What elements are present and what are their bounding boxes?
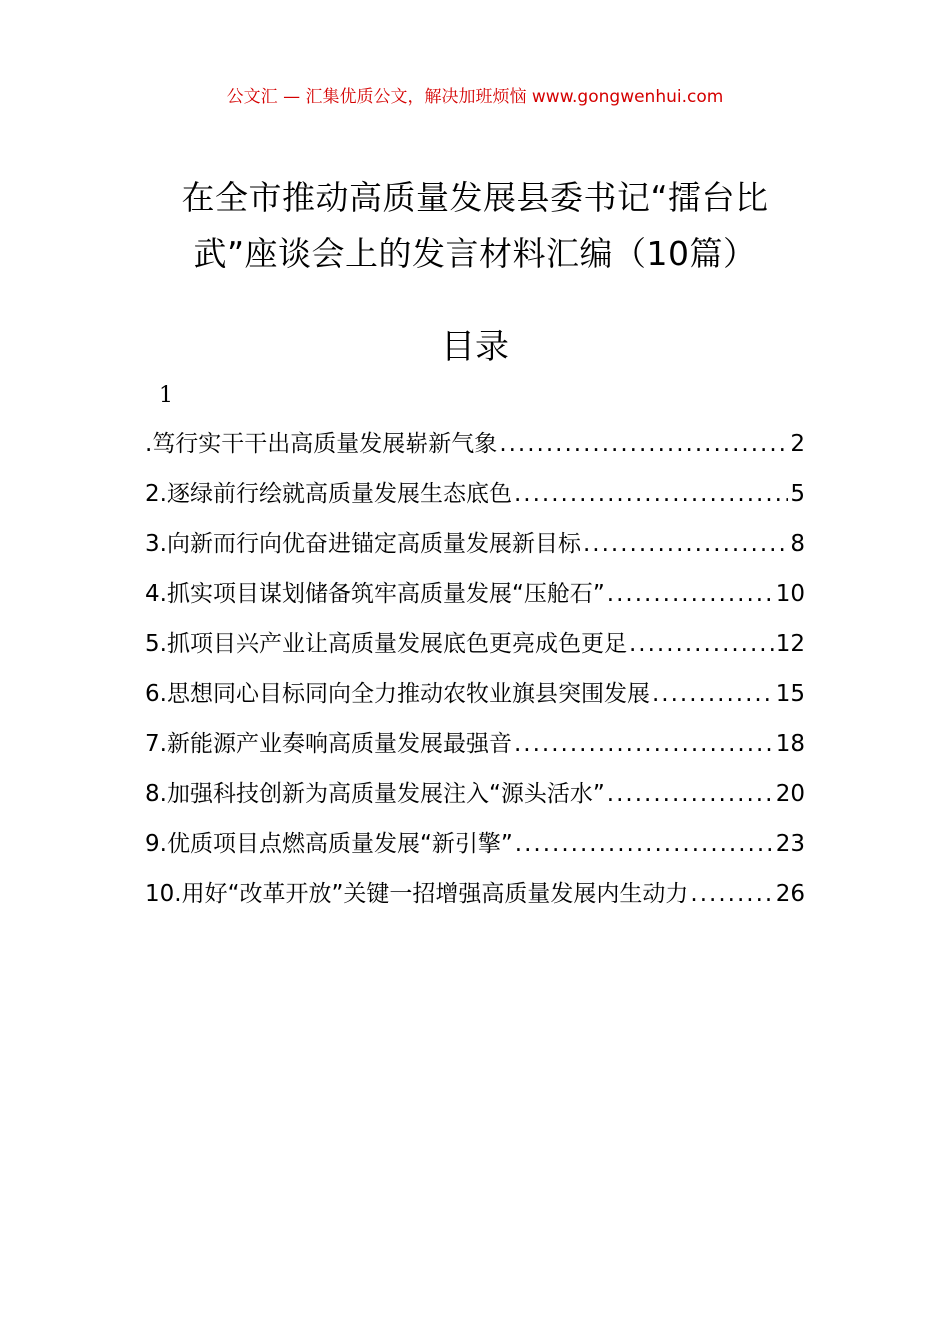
toc-item[interactable] [145, 523, 805, 573]
toc-item-label: 2.逐绿前行绘就高质量发展生态底色 [145, 481, 512, 507]
toc-item[interactable] [145, 473, 805, 523]
document-title [140, 170, 810, 282]
toc-item[interactable] [145, 673, 805, 723]
toc-item-page: 10 [775, 581, 805, 607]
toc-item[interactable] [145, 423, 805, 473]
toc-dot-leader [652, 673, 774, 715]
document-title-line-2: 武”座谈会上的发言材料汇编（10篇） [193, 234, 757, 273]
toc-item-label: 8.加强科技创新为高质量发展注入“源头活水” [145, 781, 605, 807]
toc-item-label: 3.向新而行向优奋进锚定高质量发展新目标 [145, 531, 581, 557]
toc-dot-leader [514, 473, 788, 515]
toc-item-label: 9.优质项目点燃高质量发展“新引擎” [145, 831, 513, 857]
toc-item-label: 4.抓实项目谋划储备筑牢高质量发展“压舱石” [145, 581, 605, 607]
toc-item-label: 5.抓项目兴产业让高质量发展底色更亮成色更足 [145, 631, 627, 657]
toc-dot-leader [607, 573, 774, 615]
toc-heading: 目录 [441, 327, 509, 367]
toc-item-page: 5 [790, 481, 805, 507]
toc-item[interactable] [145, 773, 805, 823]
toc-item[interactable] [145, 623, 805, 673]
toc-item-label: 10.用好“改革开放”关键一招增强高质量发展内生动力 [145, 881, 689, 907]
toc-item-page: 2 [790, 431, 805, 457]
toc-item-label: .笃行实干干出高质量发展崭新气象 [145, 431, 498, 457]
toc-item[interactable] [145, 873, 805, 923]
document-title-line-1: 在全市推动高质量发展县委书记“擂台比 [181, 178, 769, 217]
table-of-contents [145, 423, 805, 923]
toc-dot-leader [690, 873, 773, 915]
toc-dot-leader [607, 773, 774, 815]
toc-stray-number: 1 [159, 383, 173, 408]
toc-dot-leader [499, 423, 788, 465]
toc-item[interactable] [145, 573, 805, 623]
toc-item-page: 12 [775, 631, 805, 657]
toc-item-label: 6.思想同心目标同向全力推动农牧业旗县突围发展 [145, 681, 650, 707]
toc-dot-leader [629, 623, 774, 665]
site-header[interactable]: 公文汇 — 汇集优质公文，解决加班烦恼 www.gongwenhui.com [226, 87, 724, 107]
toc-dot-leader [583, 523, 788, 565]
toc-item-label: 7.新能源产业奏响高质量发展最强音 [145, 731, 512, 757]
toc-item-page: 23 [775, 831, 805, 857]
toc-item-page: 20 [775, 781, 805, 807]
toc-item-page: 8 [790, 531, 805, 557]
toc-item[interactable] [145, 823, 805, 873]
toc-dot-leader [515, 823, 774, 865]
toc-item-page: 18 [775, 731, 805, 757]
toc-item[interactable] [145, 723, 805, 773]
toc-dot-leader [514, 723, 774, 765]
toc-item-page: 26 [775, 881, 805, 907]
toc-item-page: 15 [775, 681, 805, 707]
